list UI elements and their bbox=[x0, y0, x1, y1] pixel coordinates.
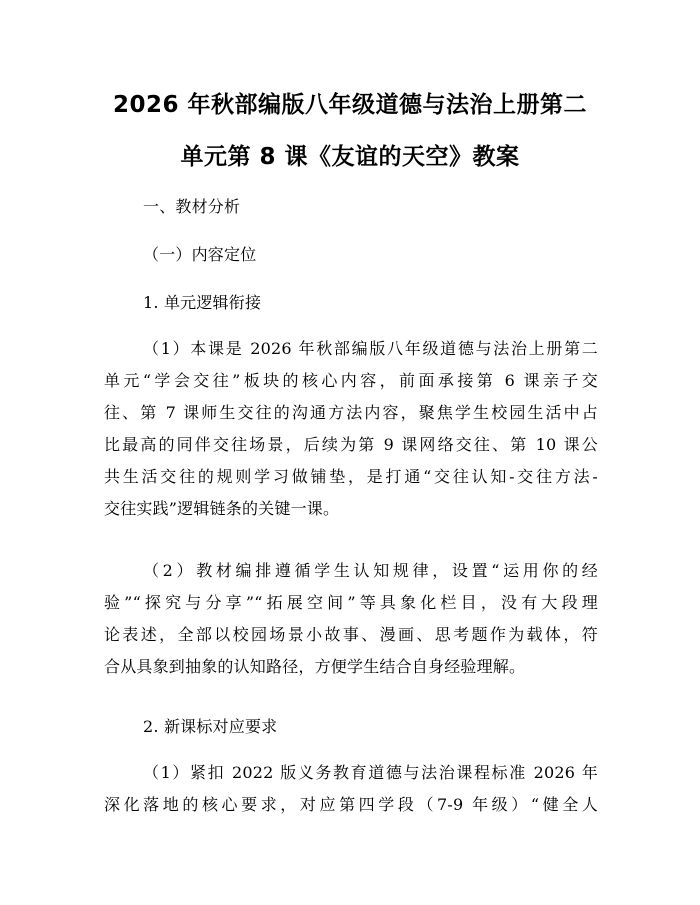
paragraph-line: 共生活交往的规则学习做铺垫，是打通“交往认知-交往方法- bbox=[104, 467, 598, 486]
paragraph-line: （2）教材编排遵循学生认知规律，设置“运用你的经 bbox=[143, 561, 598, 580]
paragraph-line: （1）本课是 2026 年秋部编版八年级道德与法治上册第二 bbox=[143, 339, 598, 358]
paragraph-line: （1）紧扣 2022 版义务教育道德与法治课程标准 2026 年 bbox=[143, 763, 598, 782]
paragraph-line: 合从具象到抽象的认知路径，方便学生结合自身经验理解。 bbox=[104, 657, 526, 676]
document-title-line-2: 单元第 8 课《友谊的天空》教案 bbox=[180, 144, 520, 170]
paragraph-line: 交往实践”逻辑链条的关键一课。 bbox=[104, 499, 340, 518]
paragraph-line: 验”“探究与分享”“拓展空间”等具象化栏目，没有大段理 bbox=[104, 593, 598, 612]
paragraph-line: 深化落地的核心要求，对应第四学段（7-9 年级）“健全人 bbox=[104, 795, 598, 814]
section-heading: 一、教材分析 bbox=[143, 197, 241, 216]
paragraph-line: 往、第 7 课师生交往的沟通方法内容，聚焦学生校园生活中占 bbox=[104, 403, 598, 422]
paragraph-line: 论表述，全部以校园场景小故事、漫画、思考题作为载体，符 bbox=[104, 625, 598, 644]
point-heading: 2. 新课标对应要求 bbox=[143, 717, 278, 736]
paragraph-line: 比最高的同伴交往场景，后续为第 9 课网络交往、第 10 课公 bbox=[104, 435, 598, 454]
paragraph-line: 单元“学会交往”板块的核心内容，前面承接第 6 课亲子交 bbox=[104, 371, 598, 390]
point-heading: 1. 单元逻辑衔接 bbox=[143, 293, 262, 312]
document-title-line-1: 2026 年秋部编版八年级道德与法治上册第二 bbox=[112, 92, 588, 118]
subsection-heading: （一）内容定位 bbox=[143, 245, 257, 264]
